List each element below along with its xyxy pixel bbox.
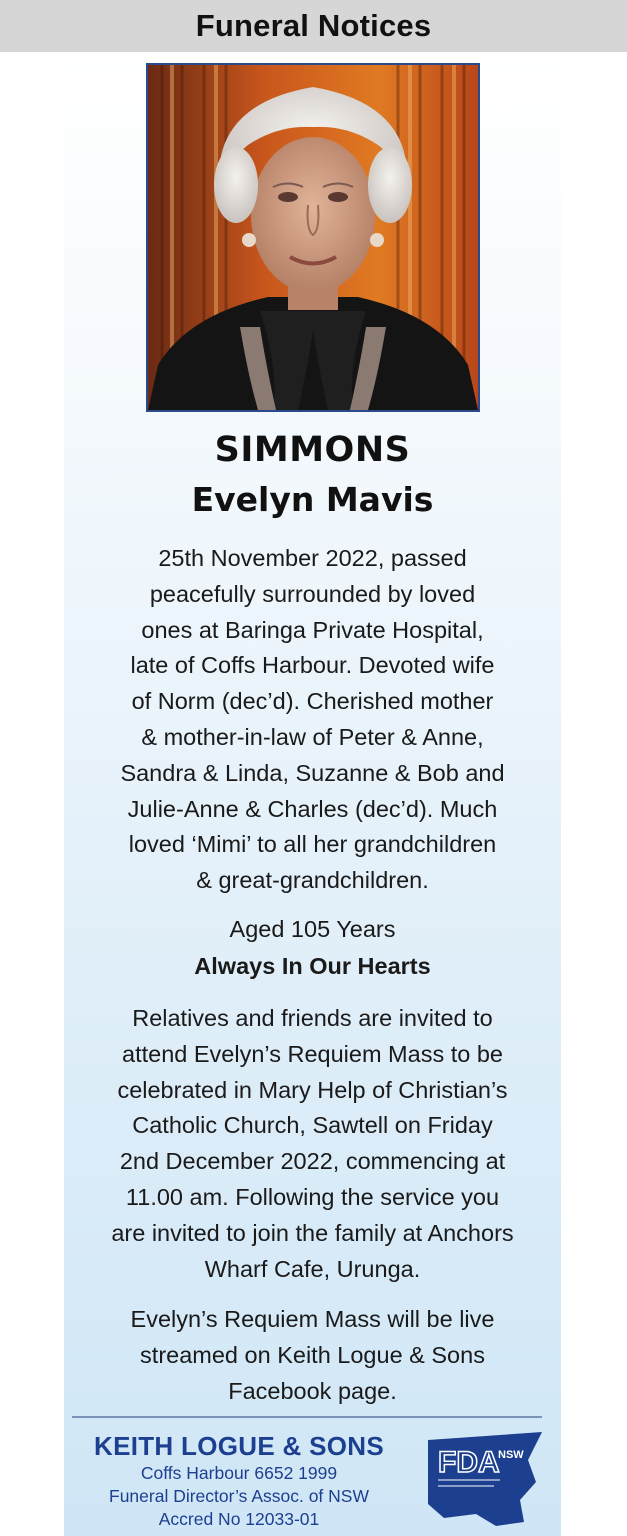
text-line: 11.00 am. Following the service you [125,1183,500,1210]
text-line: streamed on Keith Logue & Sons [140,1341,485,1368]
svg-text:NSW: NSW [498,1449,524,1461]
text-line: Catholic Church, Sawtell on Friday [132,1112,493,1139]
firm-accreditation: Accred No 12033-01 [158,1509,320,1529]
text-line: ones at Baringa Private Hospital, [141,616,484,643]
text-line: celebrated in Mary Help of Christian’s [117,1076,508,1103]
notice-paragraph-service [74,1001,551,1287]
notice-surname: SIMMONS [214,430,411,470]
text-line: are invited to join the family at Anchors [111,1219,514,1246]
text-line: Facebook page. [228,1377,397,1404]
notice-paragraph-livestream [74,1302,551,1409]
text-line: attend Evelyn’s Requiem Mass to be [122,1040,503,1067]
text-line: 25th November 2022, passed [158,545,467,571]
text-line: late of Coffs Harbour. Devoted wife [130,652,495,679]
notice-paragraph-death [74,541,551,899]
fda-nsw-logo [424,1430,546,1528]
text-line: Relatives and friends are invited to [132,1005,493,1031]
page-header [0,0,627,52]
text-line: peacefully surrounded by loved [149,580,476,607]
firm-association: Funeral Director’s Assoc. of NSW [109,1486,369,1506]
text-line: Evelyn’s Requiem Mass will be live [130,1306,495,1332]
footer-divider [72,1416,542,1418]
text-line: Wharf Cafe, Urunga. [204,1255,421,1282]
logo-text: FDA [438,1446,500,1479]
portrait-photo [146,63,480,412]
text-line: & great-grandchildren. [196,867,429,894]
notice-given-names: Evelyn Mavis [191,480,434,519]
text-line: Sandra & Linda, Suzanne & Bob and [120,759,505,786]
firm-name: KEITH LOGUE & SONS [94,1431,384,1461]
funeral-director-block [80,1430,398,1531]
text-line: of Norm (dec’d). Cherished mother [131,688,494,715]
text-line: Julie-Anne & Charles (dec’d). Much [127,795,498,822]
firm-phone: Coffs Harbour 6652 1999 [140,1463,338,1483]
notice-age: Aged 105 Years [229,916,396,942]
text-line: & mother-in-law of Peter & Anne, [141,723,484,750]
page-title: Funeral Notices [195,8,432,43]
notice-tagline: Always In Our Hearts [194,953,431,979]
text-line: loved ‘Mimi’ to all her grandchildren [128,831,497,858]
text-line: 2nd December 2022, commencing at [119,1148,506,1175]
